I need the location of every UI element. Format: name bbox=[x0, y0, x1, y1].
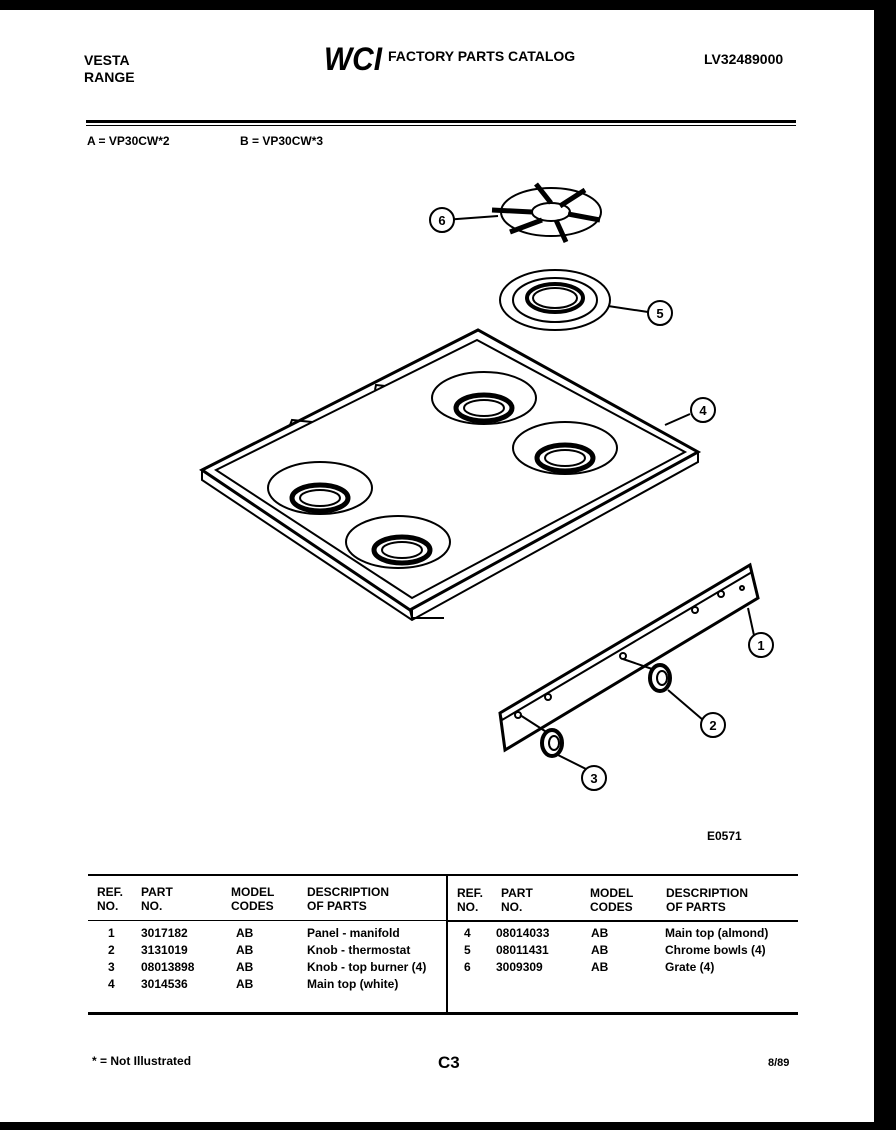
model-codes: AB bbox=[236, 960, 254, 974]
model-codes: AB bbox=[591, 960, 609, 974]
figure-code: E0571 bbox=[707, 829, 742, 843]
product-type: RANGE bbox=[84, 69, 135, 85]
right-desc-header: DESCRIPTION OF PARTS bbox=[666, 886, 749, 914]
part-number: 08011431 bbox=[496, 943, 549, 957]
part-number: 3014536 bbox=[141, 977, 188, 991]
header-rule-bottom bbox=[86, 125, 796, 126]
callout-2: 2 bbox=[709, 718, 717, 733]
callout-1: 1 bbox=[757, 638, 765, 653]
model-a-label: A = VP30CW*2 bbox=[87, 134, 170, 148]
catalog-number: LV32489000 bbox=[704, 51, 784, 67]
brand-name: VESTA bbox=[84, 52, 130, 68]
model-codes: AB bbox=[236, 926, 254, 940]
left-codes-header: MODEL CODES bbox=[231, 885, 275, 913]
right-ref-header: REF. NO. bbox=[457, 886, 484, 914]
catalog-title: FACTORY PARTS CATALOG bbox=[388, 48, 576, 64]
ref-number: 4 bbox=[108, 977, 115, 991]
part-description: Grate (4) bbox=[665, 960, 715, 974]
ref-number: 3 bbox=[108, 960, 115, 974]
right-part-header: PART NO. bbox=[501, 886, 533, 914]
part-description: Chrome bowls (4) bbox=[665, 943, 766, 957]
date-code: 8/89 bbox=[768, 1057, 790, 1069]
ref-number: 2 bbox=[108, 943, 115, 957]
model-codes: AB bbox=[236, 977, 254, 991]
brand-block bbox=[84, 52, 135, 86]
main-top-illustration bbox=[202, 330, 698, 620]
grate-illustration bbox=[492, 184, 601, 242]
callout-4: 4 bbox=[699, 403, 707, 418]
left-ref-header: REF. NO. bbox=[97, 885, 124, 913]
catalog-page bbox=[0, 10, 874, 1122]
part-number: 3017182 bbox=[141, 926, 188, 940]
header-rule-top bbox=[86, 120, 796, 123]
part-number: 08014033 bbox=[496, 926, 550, 940]
ref-number: 4 bbox=[464, 926, 471, 940]
table-column-divider bbox=[446, 875, 448, 1015]
ref-number: 5 bbox=[464, 943, 471, 957]
callout-6: 6 bbox=[438, 213, 446, 228]
part-description: Knob - top burner (4) bbox=[307, 960, 427, 974]
callout-3: 3 bbox=[590, 771, 598, 786]
ref-number: 6 bbox=[464, 960, 471, 974]
wci-logo bbox=[322, 40, 384, 76]
part-description: Knob - thermostat bbox=[307, 943, 411, 957]
page-code: C3 bbox=[438, 1053, 460, 1072]
callout-5: 5 bbox=[656, 306, 664, 321]
not-illustrated-note: * = Not Illustrated bbox=[92, 1054, 192, 1068]
part-description: Main top (almond) bbox=[665, 926, 769, 940]
model-codes: AB bbox=[591, 926, 609, 940]
right-codes-header: MODEL CODES bbox=[590, 886, 634, 914]
exploded-parts-diagram bbox=[180, 170, 820, 810]
model-b-label: B = VP30CW*3 bbox=[240, 134, 324, 148]
table-rule-top bbox=[88, 874, 798, 876]
part-number: 08013898 bbox=[141, 960, 195, 974]
model-codes: AB bbox=[236, 943, 254, 957]
left-header-rule bbox=[88, 920, 446, 921]
part-number: 3009309 bbox=[496, 960, 543, 974]
left-part-header: PART NO. bbox=[141, 885, 173, 913]
model-codes: AB bbox=[591, 943, 609, 957]
left-desc-header: DESCRIPTION OF PARTS bbox=[307, 885, 390, 913]
right-header-rule bbox=[448, 920, 798, 922]
table-rule-bottom bbox=[88, 1012, 798, 1015]
part-description: Main top (white) bbox=[307, 977, 399, 991]
ref-number: 1 bbox=[108, 926, 115, 940]
chrome-bowl-illustration bbox=[500, 270, 610, 330]
part-description: Panel - manifold bbox=[307, 926, 400, 940]
part-number: 3131019 bbox=[141, 943, 188, 957]
logo-text: WCI bbox=[324, 41, 384, 76]
